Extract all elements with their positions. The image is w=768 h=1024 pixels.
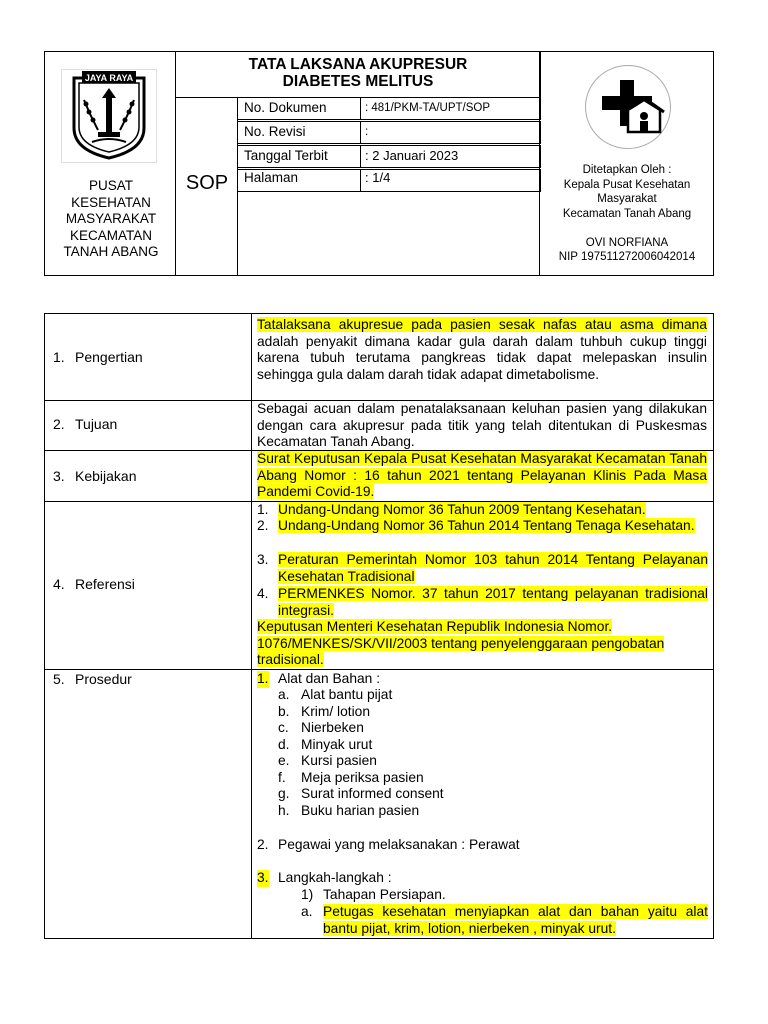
list-item-text: Krim/ lotion [301, 704, 371, 719]
list-marker: 4. [257, 586, 269, 601]
meta-label: Tanggal Terbit [237, 145, 361, 168]
list-item-text: Alat bantu pijat [301, 687, 393, 702]
pengertian-text [257, 317, 707, 383]
step-text: Pegawai yang melaksanakan : Perawat [278, 837, 520, 852]
section-label-prosedur [53, 671, 132, 687]
list-marker: 3. [257, 870, 269, 885]
section-label-kebijakan [53, 468, 137, 484]
highlighted-text: Surat Keputusan Kepala Pusat Kesehatan Masyarakat Kecamatan Tanah Abang Nomor : 16 tahun 2021 tentang Pelayanan Klinis Pada Masa Pandemi Covid-19. [257, 451, 707, 499]
body-text: adalah penyakit dimana kadar gula darah dalam tuhbuh cukup tinggi karena tubuh terutama pangkreas tidak dapat melepaskan insulin sehingga gula dalam darah tidak adapat dimetabolisme. [257, 333, 707, 382]
tujuan-text: Sebagai acuan dalam penatalaksanaan keluhan pasien yang dilakukan dengan cara akupresur pada titik yang telah ditentukan di Puskesmas Kecamatan Tanah Abang. [257, 401, 707, 449]
list-marker: f. [278, 770, 286, 785]
list-item-text: Kursi pasien [301, 753, 377, 768]
list-marker: g. [278, 786, 290, 801]
list-marker: 1. [257, 502, 269, 517]
section-title: Prosedur [75, 671, 132, 687]
section-label-referensi [53, 576, 135, 592]
list-marker: a. [278, 687, 290, 702]
approval-block: Ditetapkan Oleh : Kepala Pusat Kesehatan Masyarakat Kecamatan Tanah Abang OVI NORFIANA NIP 197511272006042014 [558, 164, 696, 263]
list-item-text: Meja periksa pasien [301, 770, 424, 785]
row-divider [45, 669, 713, 670]
sub-step-text [323, 904, 708, 937]
sop-label: SOP [185, 172, 229, 194]
list-item-text: Minyak urut [301, 737, 373, 752]
list-marker: 2. [257, 837, 269, 852]
meta-value: : [360, 121, 541, 144]
section-label-pengertian [53, 349, 143, 365]
list-marker: d. [278, 737, 290, 752]
list-marker: e. [278, 753, 290, 768]
list-item-text: Surat informed consent [301, 786, 444, 801]
referensi-extra [257, 619, 677, 669]
list-marker: 1. [257, 671, 269, 686]
kebijakan-text [257, 451, 707, 501]
meta-label: No. Revisi [237, 121, 361, 144]
step-text: Alat dan Bahan : [278, 671, 381, 686]
step-text: Langkah-langkah : [278, 870, 392, 885]
sop-header [44, 51, 714, 276]
meta-value: : 1/4 [360, 169, 541, 192]
list-marker: c. [278, 720, 289, 735]
header-right-cell [540, 51, 714, 276]
meta-value: : 481/PKM-TA/UPT/SOP [360, 97, 541, 120]
section-number: 3. [53, 468, 65, 484]
step-text: Tahapan Persiapan. [323, 887, 446, 902]
title-cell [175, 51, 541, 98]
list-marker: a. [301, 904, 313, 919]
list-item-text: Undang-Undang Nomor 36 Tahun 2014 Tentang Tenaga Kesehatan. [278, 518, 695, 533]
document-title: TATA LAKSANA AKUPRESUR DIABETES MELITUS [248, 56, 468, 90]
logo-text: JAYA RAYA [84, 73, 134, 83]
org-name: PUSAT KESEHATAN MASYARAKAT KECAMATAN TANAH ABANG [63, 178, 159, 259]
section-title: Tujuan [75, 416, 118, 432]
column-divider [251, 314, 252, 938]
list-item [278, 586, 708, 619]
list-marker: 3. [257, 552, 269, 567]
list-item-text: Buku harian pasien [301, 803, 420, 818]
section-title: Kebijakan [75, 468, 137, 484]
section-title: Referensi [75, 576, 135, 592]
list-item [278, 502, 708, 519]
meta-value: : 2 Januari 2023 [360, 145, 541, 168]
section-label-tujuan [53, 416, 117, 432]
list-item-text: PERMENKES Nomor. 37 tahun 2017 tentang pelayanan tradisional integrasi. [278, 586, 708, 618]
list-marker: b. [278, 704, 290, 719]
section-number: 1. [53, 349, 65, 365]
list-item-text: Peraturan Pemerintah Nomor 103 tahun 2014 Tentang Pelayanan Kesehatan Tradisional [278, 552, 708, 584]
list-item-text: Petugas kesehatan menyiapkan alat dan bahan yaitu alat bantu pijat, krim, lotion, nierbeken , minyak urut. [323, 904, 708, 936]
list-marker: 2. [257, 518, 269, 533]
meta-label: No. Dokumen [237, 97, 361, 120]
highlighted-text: Tatalaksana akupresue pada pasien sesak nafas atau asma dimana [257, 317, 707, 332]
list-marker: 1) [301, 887, 314, 902]
list-marker: h. [278, 803, 290, 818]
list-item [278, 518, 708, 535]
puskesmas-logo [585, 65, 671, 149]
list-item-text: Nierbeken [301, 720, 364, 735]
header-left-cell [44, 51, 176, 276]
meta-label: Halaman [237, 169, 361, 192]
section-number: 5. [53, 671, 65, 687]
sop-content-table [44, 313, 714, 939]
section-number: 4. [53, 576, 65, 592]
section-number: 2. [53, 416, 65, 432]
jaya-raya-logo [61, 69, 157, 163]
sop-cell [175, 97, 238, 276]
list-item [278, 552, 708, 585]
section-title: Pengertian [75, 349, 143, 365]
list-item-text: Undang-Undang Nomor 36 Tahun 2009 Tentang Kesehatan. [278, 502, 646, 517]
list-item-text: Keputusan Menteri Kesehatan Republik Indonesia Nomor. 1076/MENKES/SK/VII/2003 tentang penyelenggaraan pengobatan tradisional. [257, 619, 665, 667]
